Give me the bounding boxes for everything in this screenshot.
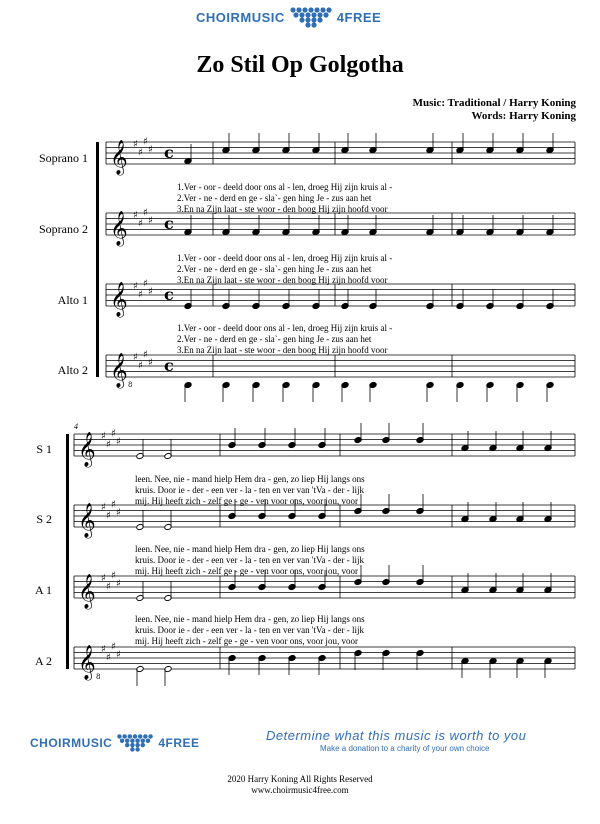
website[interactable]: www.choirmusic4free.com	[251, 785, 349, 795]
part-label-alto1: Alto 1	[57, 293, 88, 307]
lyric2-s2-verse1: leen. Nee, nie - mand hielp Hem dra - gen, zo liep Hij langs ons	[135, 544, 365, 554]
part-label-soprano1: Soprano 1	[39, 151, 88, 165]
treble-clef: 𝄞	[78, 645, 96, 680]
sharp-sign: ♯	[133, 352, 138, 363]
footer-logo-text-right: 4FREE	[158, 735, 200, 750]
sharp-sign: ♯	[138, 289, 143, 301]
lyric2-a1-verse1: leen. Nee, nie - mand hielp Hem dra - gen, zo liep Hij langs ons	[135, 614, 365, 624]
donate-slogan: Determine what this music is worth to you	[266, 728, 527, 743]
treble-clef: 𝄞	[110, 282, 128, 317]
music-credit: Music: Traditional / Harry Koning	[412, 97, 576, 109]
sharp-sign: ♯	[116, 436, 121, 448]
sharp-sign: ♯	[111, 570, 116, 582]
treble-clef: 𝄞	[110, 140, 128, 175]
lyric-a1-verse2: 2.Ver - ne - derd en ge - sla`- gen hing Je - zus aan het	[177, 334, 372, 344]
common-time: c	[164, 214, 174, 233]
lyric2-s2-verse2: kruis. Door ie - der - een ver - la - ten en ver van 'tVa - der - lijk	[135, 555, 365, 565]
sharp-sign: ♯	[143, 207, 148, 219]
sharp-sign: ♯	[106, 652, 111, 664]
sharp-sign: ♯	[101, 573, 106, 584]
sharp-sign: ♯	[101, 502, 106, 513]
part-label-s2: S 2	[36, 512, 52, 526]
grapes-icon	[115, 733, 155, 752]
common-time: c	[164, 143, 174, 162]
lyric2-a1-verse3: mij. Hij heeft zich - zelf ge - ge - ven voor ons, voor jou, voor	[135, 636, 358, 646]
logo-text-left: CHOIRMUSIC	[196, 9, 285, 25]
system-bracket	[96, 142, 99, 377]
measure-number: 4	[74, 422, 78, 431]
part-label-a2: A 2	[34, 654, 52, 668]
clef-octave: 8	[128, 381, 133, 389]
lyric-s2-verse2: 2.Ver - ne - derd en ge - sla`- gen hing Je - zus aan het	[177, 264, 372, 274]
sharp-sign: ♯	[148, 144, 153, 156]
lyric-a1-verse1: 1.Ver - oor - deeld door ons al - len, droeg Hij zijn kruis al -	[177, 323, 393, 333]
choirmusic4free-footer-logo	[30, 733, 200, 752]
sharp-sign: ♯	[133, 281, 138, 292]
treble-clef: 𝄞	[78, 432, 96, 467]
lyric-s1-verse3: 3.En na Zijn laat - ste woor - den boog Hij zijn hoofd voor	[177, 204, 388, 214]
donate-subtext: Make a donation to a charity of your own choice	[320, 744, 490, 753]
treble-clef: 𝄞	[110, 211, 128, 246]
lyric2-s1-verse2: kruis. Door ie - der - een ver - la - ten en ver van 'tVa - der - lijk	[135, 485, 365, 495]
sharp-sign: ♯	[116, 649, 121, 661]
sharp-sign: ♯	[148, 357, 153, 369]
lyric2-s1-verse1: leen. Nee, nie - mand hielp Hem dra - gen, zo liep Hij langs ons	[135, 474, 365, 484]
sharp-sign: ♯	[148, 286, 153, 298]
common-time: c	[164, 285, 174, 304]
sharp-sign: ♯	[143, 136, 148, 148]
part-label-alto2: Alto 2	[57, 363, 88, 377]
treble-clef: 𝄞	[78, 574, 96, 609]
lyric-s2-verse3: 3.En na Zijn laat - ste woor - den boog Hij zijn hoofd voor	[177, 275, 388, 285]
common-time: c	[164, 356, 174, 375]
lyric2-a1-verse2: kruis. Door ie - der - een ver - la - ten en ver van 'tVa - der - lijk	[135, 625, 365, 635]
sharp-sign: ♯	[143, 278, 148, 290]
sharp-sign: ♯	[101, 644, 106, 655]
sharp-sign: ♯	[133, 139, 138, 150]
page-title: Zo Stil Op Golgotha	[196, 52, 404, 78]
logo-text-right: 4FREE	[336, 9, 382, 25]
part-label-s1: S 1	[36, 442, 52, 456]
sharp-sign: ♯	[116, 507, 121, 519]
part-label-soprano2: Soprano 2	[39, 222, 88, 236]
sharp-sign: ♯	[138, 360, 143, 372]
words-credit: Words: Harry Koning	[471, 110, 576, 122]
clef-octave: 8	[96, 673, 101, 681]
treble-clef: 𝄞	[110, 353, 128, 388]
system-bracket	[66, 434, 69, 669]
treble-clef: 𝄞	[78, 503, 96, 538]
copyright: 2020 Harry Koning All Rights Reserved	[227, 774, 373, 784]
sharp-sign: ♯	[148, 215, 153, 227]
lyric2-s2-verse3: mij. Hij heeft zich - zelf ge - ge - ven voor ons, voor jou, voor	[135, 566, 358, 576]
lyric-s1-verse2: 2.Ver - ne - derd en ge - sla`- gen hing Je - zus aan het	[177, 193, 372, 203]
sharp-sign: ♯	[106, 581, 111, 593]
lyric2-s1-verse3: mij. Hij heeft zich - zelf ge - ge - ven voor ons, voor jou, voor	[135, 496, 358, 506]
sharp-sign: ♯	[111, 428, 116, 440]
footer-logo-text-left: CHOIRMUSIC	[30, 735, 113, 750]
sharp-sign: ♯	[133, 210, 138, 221]
lyric-s1-verse1: 1.Ver - oor - deeld door ons al - len, droeg Hij zijn kruis al -	[177, 182, 393, 192]
sharp-sign: ♯	[138, 218, 143, 230]
sharp-sign: ♯	[111, 499, 116, 511]
sharp-sign: ♯	[111, 641, 116, 653]
lyric-s2-verse1: 1.Ver - oor - deeld door ons al - len, droeg Hij zijn kruis al -	[177, 253, 393, 263]
sharp-sign: ♯	[143, 349, 148, 361]
sharp-sign: ♯	[106, 510, 111, 522]
sharp-sign: ♯	[138, 147, 143, 159]
part-label-a1: A 1	[34, 583, 52, 597]
lyric-a1-verse3: 3.En na Zijn laat - ste woor - den boog Hij zijn hoofd voor	[177, 345, 388, 355]
sharp-sign: ♯	[106, 439, 111, 451]
sharp-sign: ♯	[101, 431, 106, 442]
sharp-sign: ♯	[116, 578, 121, 590]
